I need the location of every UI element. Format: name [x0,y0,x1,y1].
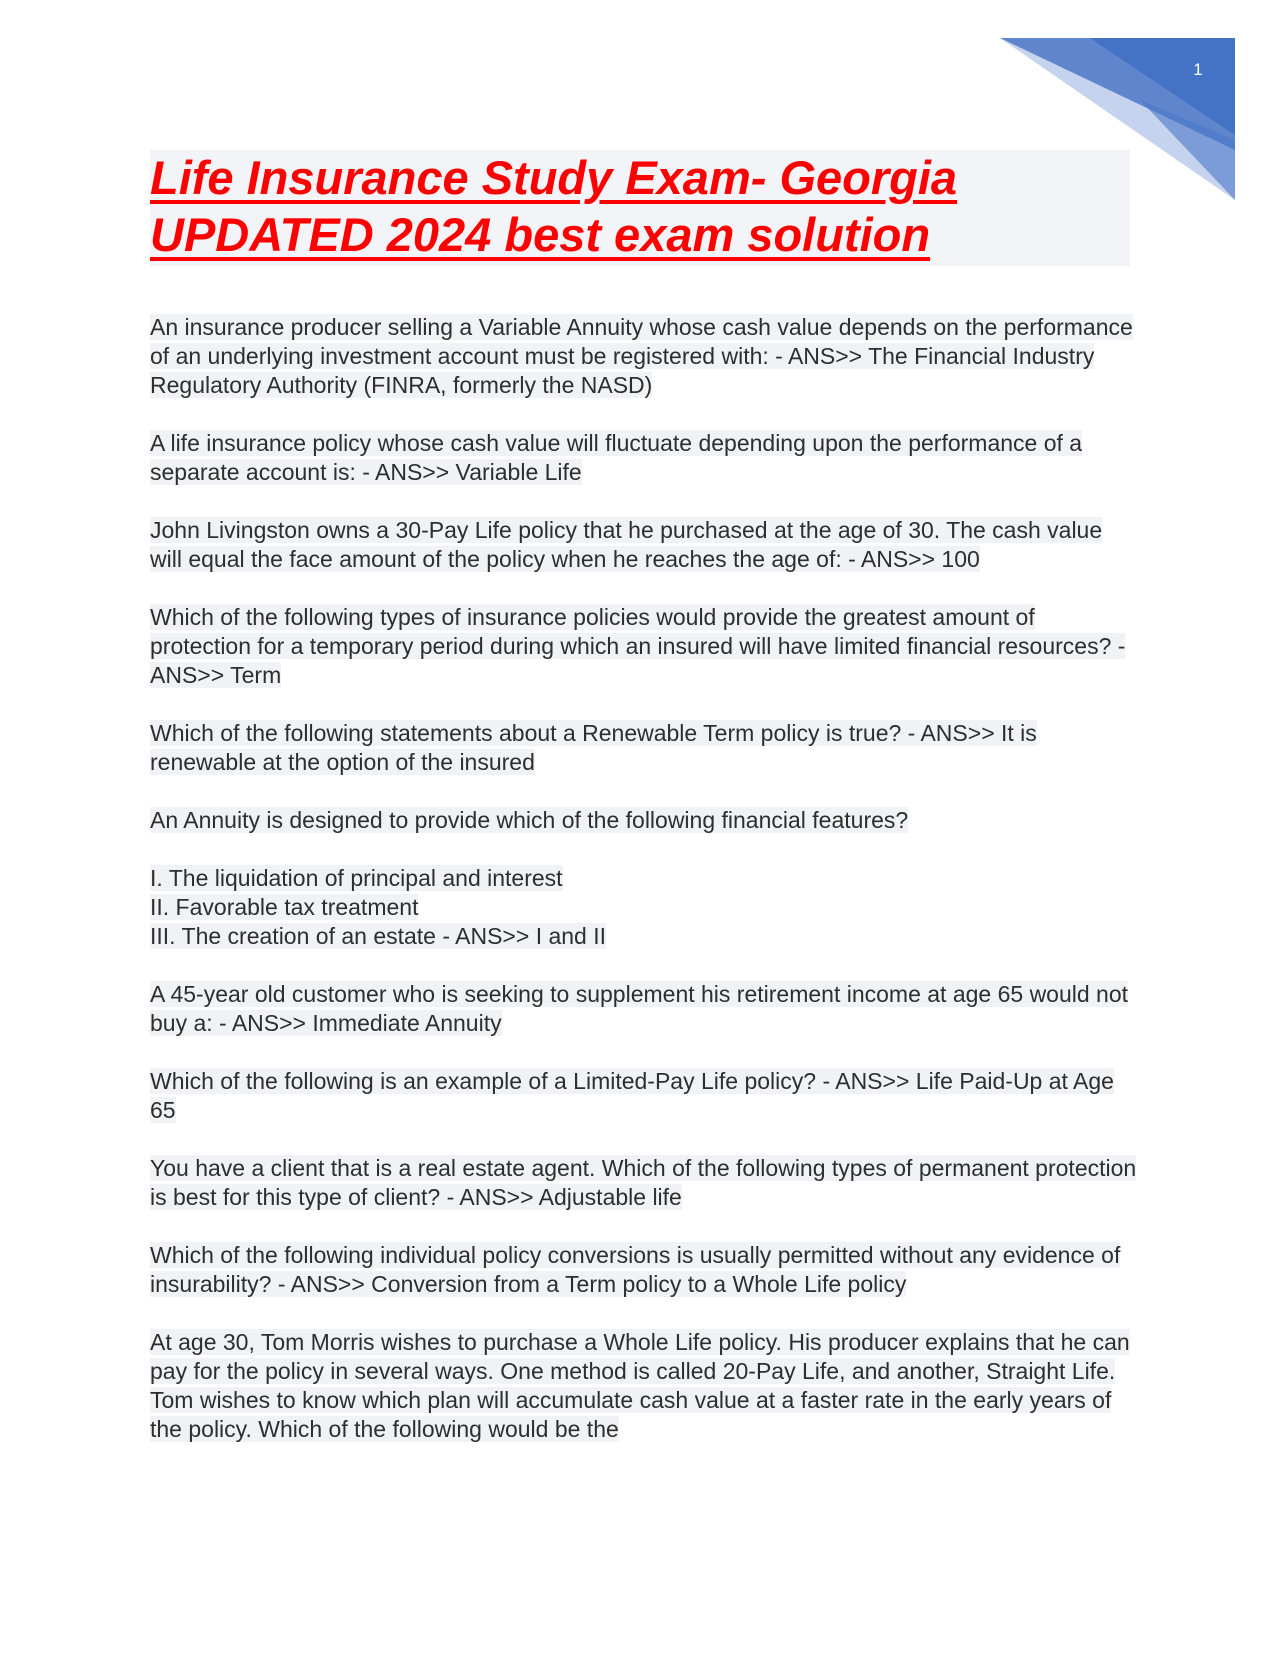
list-line: II. Favorable tax treatment [150,894,419,920]
qa-item: At age 30, Tom Morris wishes to purchase a Whole Life policy. His producer explains that he can pay for the policy in several ways. One method is called 20-Pay Life, and another, Straight Life. Tom wishes to know which plan will accumulate cash value at a faster rate in the early years of the policy. Which of the following would be the [150,1329,1130,1442]
qa-item: Which of the following is an example of a Limited-Pay Life policy? - ANS>> Life Paid-Up at Age 65 [150,1068,1114,1123]
qa-item: A life insurance policy whose cash value will fluctuate depending upon the performance of a separate account is: - ANS>> Variable Life [150,430,1083,485]
page-number: 1 [1193,60,1203,79]
qa-item-list [150,864,1140,951]
title-line-1: Life Insurance Study Exam- Georgia [150,151,958,204]
list-line: I. The liquidation of principal and interest [150,865,563,891]
title-block [150,150,1130,266]
qa-item: A 45-year old customer who is seeking to supplement his retirement income at age 65 would not buy a: - ANS>> Immediate Annuity [150,981,1129,1036]
qa-item: Which of the following statements about a Renewable Term policy is true? - ANS>> It is renewable at the option of the insured [150,720,1037,775]
qa-item: You have a client that is a real estate agent. Which of the following types of permanent protection is best for this type of client? - ANS>> Adjustable life [150,1155,1137,1210]
qa-item: Which of the following individual policy conversions is usually permitted without any evidence of insurability? - ANS>> Conversion from a Term policy to a Whole Life policy [150,1242,1121,1297]
list-line: III. The creation of an estate - ANS>> I and II [150,923,607,949]
qa-content [150,313,1140,1473]
qa-item: John Livingston owns a 30-Pay Life policy that he purchased at the age of 30. The cash value will equal the face amount of the policy when he reaches the age of: - ANS>> 100 [150,517,1103,572]
qa-item: An insurance producer selling a Variable Annuity whose cash value depends on the performance of an underlying investment account must be registered with: - ANS>> The Financial Industry Regulatory Authority (FINRA, formerly the NASD) [150,314,1133,398]
qa-item: Which of the following types of insurance policies would provide the greatest amount of protection for a temporary period during which an insured will have limited financial resources? - ANS>> Term [150,604,1126,688]
qa-item: An Annuity is designed to provide which of the following financial features? [150,807,909,833]
title-line-2: UPDATED 2024 best exam solution [150,208,931,261]
